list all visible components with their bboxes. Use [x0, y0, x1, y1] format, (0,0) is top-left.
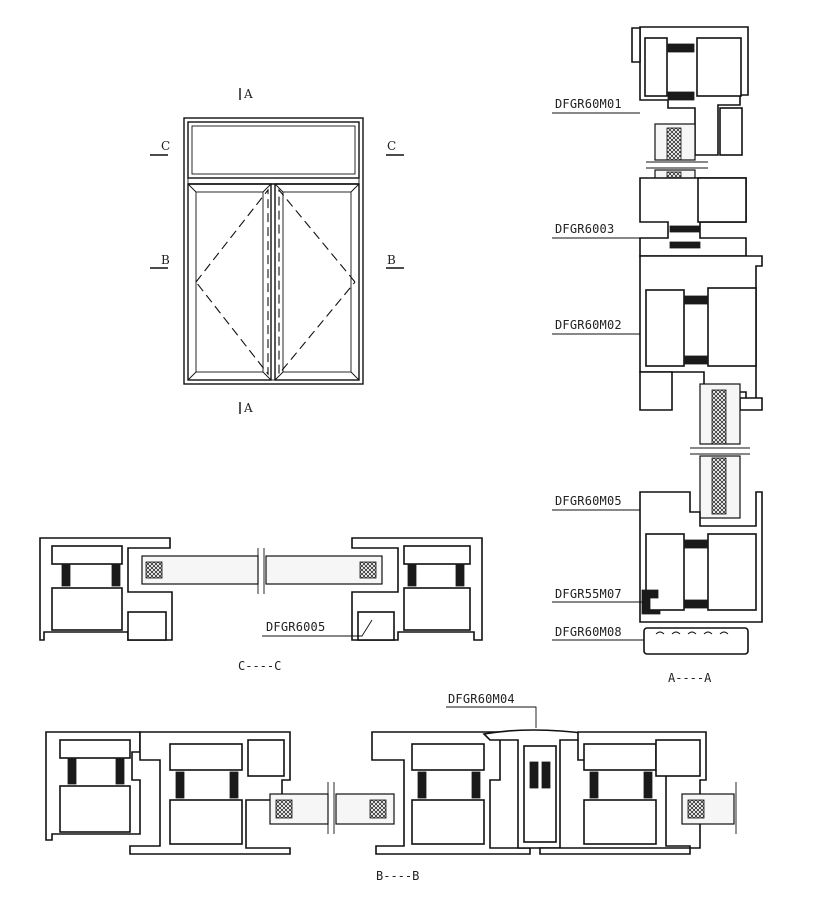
label-m01: DFGR60M01	[555, 97, 622, 111]
b-left-frame	[46, 732, 140, 840]
label-m04: DFGR60M04	[448, 692, 515, 706]
b-center-sashes	[372, 730, 706, 854]
caption-a-a: A----A	[668, 671, 712, 685]
left-sash	[188, 184, 271, 380]
opening-direction-right	[279, 190, 355, 374]
c-left-frame	[40, 538, 172, 640]
opening-direction-left	[196, 190, 268, 374]
label-m08: DFGR60M08	[555, 625, 622, 639]
section-b-b	[46, 707, 736, 854]
label-6003: DFGR6003	[555, 222, 615, 236]
b-left-sash	[130, 732, 290, 854]
caption-b-b: B----B	[376, 869, 420, 883]
section-c-c	[40, 538, 482, 640]
b-glass-left	[270, 782, 394, 834]
label-m02: DFGR60M02	[555, 318, 622, 332]
section-mark-a-top: A	[244, 87, 253, 101]
section-a-a	[632, 27, 762, 654]
section-mark-b-left: B	[161, 253, 170, 267]
c-glass	[142, 548, 382, 594]
caption-c-c: C----C	[238, 659, 282, 673]
label-6005: DFGR6005	[266, 620, 326, 634]
section-mark-b-right: B	[387, 253, 396, 267]
transom-panel	[188, 122, 359, 178]
section-mark-a-bottom: A	[244, 401, 253, 415]
label-m07: DFGR55M07	[555, 587, 622, 601]
section-mark-c-right: C	[387, 139, 397, 153]
profile-6003-shape	[640, 178, 762, 264]
right-sash	[275, 184, 359, 380]
profile-m08-shape	[644, 628, 748, 654]
outer-frame	[184, 118, 363, 384]
leaders-a-a	[552, 113, 644, 640]
window-elevation	[150, 87, 404, 415]
label-m05: DFGR60M05	[555, 494, 622, 508]
c-right-frame	[352, 538, 482, 640]
section-mark-c-left: C	[161, 139, 171, 153]
